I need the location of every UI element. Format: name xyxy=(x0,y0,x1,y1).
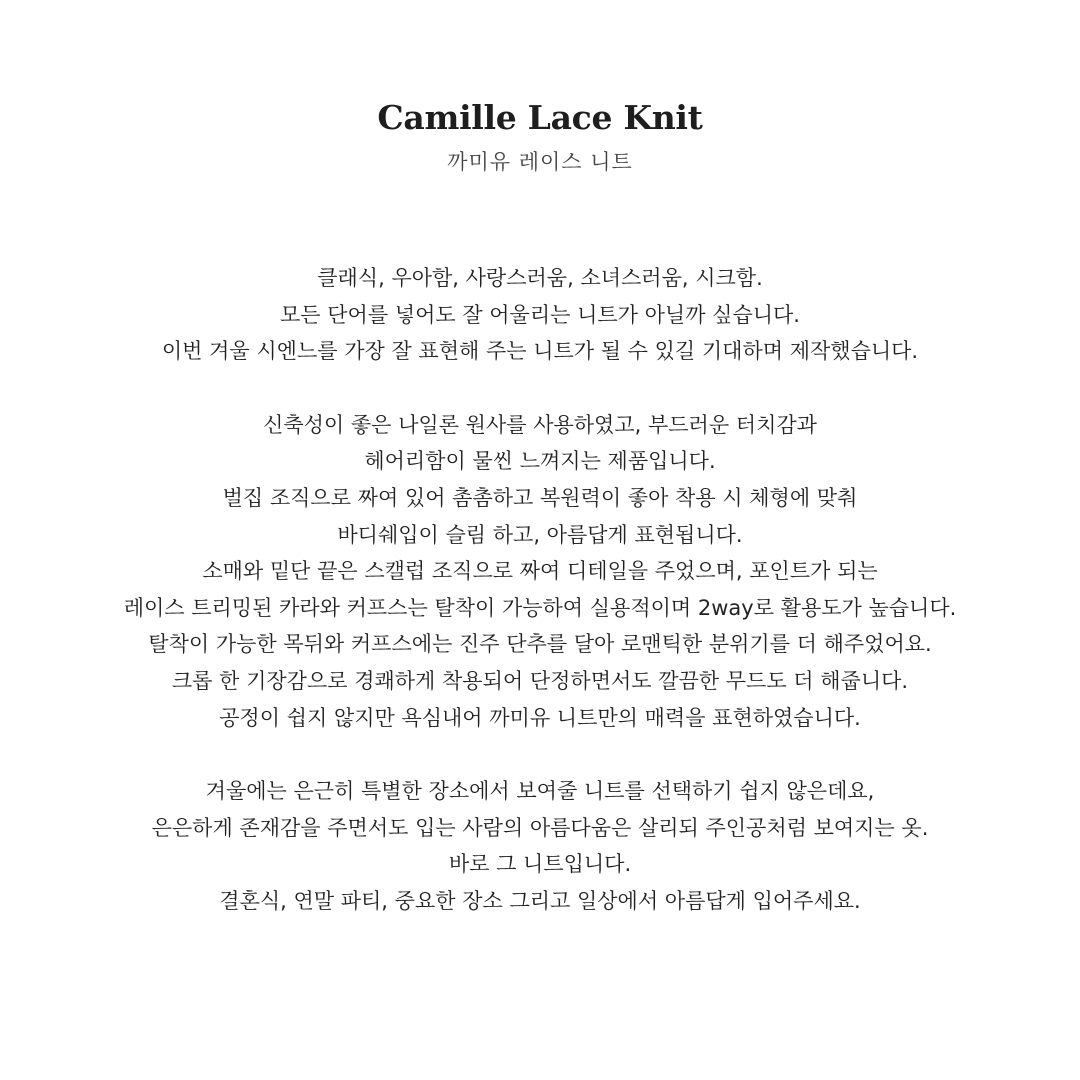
text-line: 소매와 밑단 끝은 스캘럽 조직으로 짜여 디테일을 주었으며, 포인트가 되는 xyxy=(202,559,878,584)
text-line: 은은하게 존재감을 주면서도 입는 사람의 아름다움은 살리되 주인공처럼 보여지는 옷. xyxy=(151,815,929,840)
text-line: 공정이 쉽지 않지만 욕심내어 까미유 니트만의 매력을 표현하였습니다. xyxy=(219,705,861,730)
text-line: 레이스 트리밍된 카라와 커프스는 탈착이 가능하여 실용적이며 2way로 활용도가 높습니다. xyxy=(123,595,957,620)
text-line: 클래식, 우아함, 사랑스러움, 소녀스러움, 시크함. xyxy=(317,266,763,290)
text-line: 바로 그 니트입니다. xyxy=(448,852,632,877)
description-body xyxy=(0,260,1080,957)
paragraph-details xyxy=(0,407,1080,736)
text-line: 결혼식, 연말 파티, 중요한 장소 그리고 일상에서 아름답게 입어주세요. xyxy=(219,888,861,913)
paragraph-closing xyxy=(0,773,1080,919)
product-title: Camille Lace Knit xyxy=(377,98,703,137)
text-line: 바디쉐입이 슬림 하고, 아름답게 표현됩니다. xyxy=(337,522,743,547)
text-line: 벌집 조직으로 짜여 있어 촘촘하고 복원력이 좋아 착용 시 체형에 맞춰 xyxy=(222,485,858,510)
paragraph-intro xyxy=(0,260,1080,370)
text-line: 탈착이 가능한 목뒤와 커프스에는 진주 단추를 달아 로맨틱한 분위기를 더 해주었어요. xyxy=(148,632,932,657)
text-line: 겨울에는 은근히 특별한 장소에서 보여줄 니트를 선택하기 쉽지 않은데요, xyxy=(205,779,875,804)
product-subtitle-korean: 까미유 레이스 니트 xyxy=(447,150,633,174)
text-line: 크롭 한 기장감으로 경쾌하게 착용되어 단정하면서도 깔끔한 무드도 더 해줍니다. xyxy=(171,668,909,693)
text-line: 헤어리함이 물씬 느껴지는 제품입니다. xyxy=(364,449,716,474)
text-line: 모든 단어를 넣어도 잘 어울리는 니트가 아닐까 싶습니다. xyxy=(280,302,800,327)
text-line: 이번 겨울 시엔느를 가장 잘 표현해 주는 니트가 될 수 있길 기대하며 제작했습니다. xyxy=(161,339,919,364)
text-line: 신축성이 좋은 나일론 원사를 사용하였고, 부드러운 터치감과 xyxy=(263,412,817,437)
